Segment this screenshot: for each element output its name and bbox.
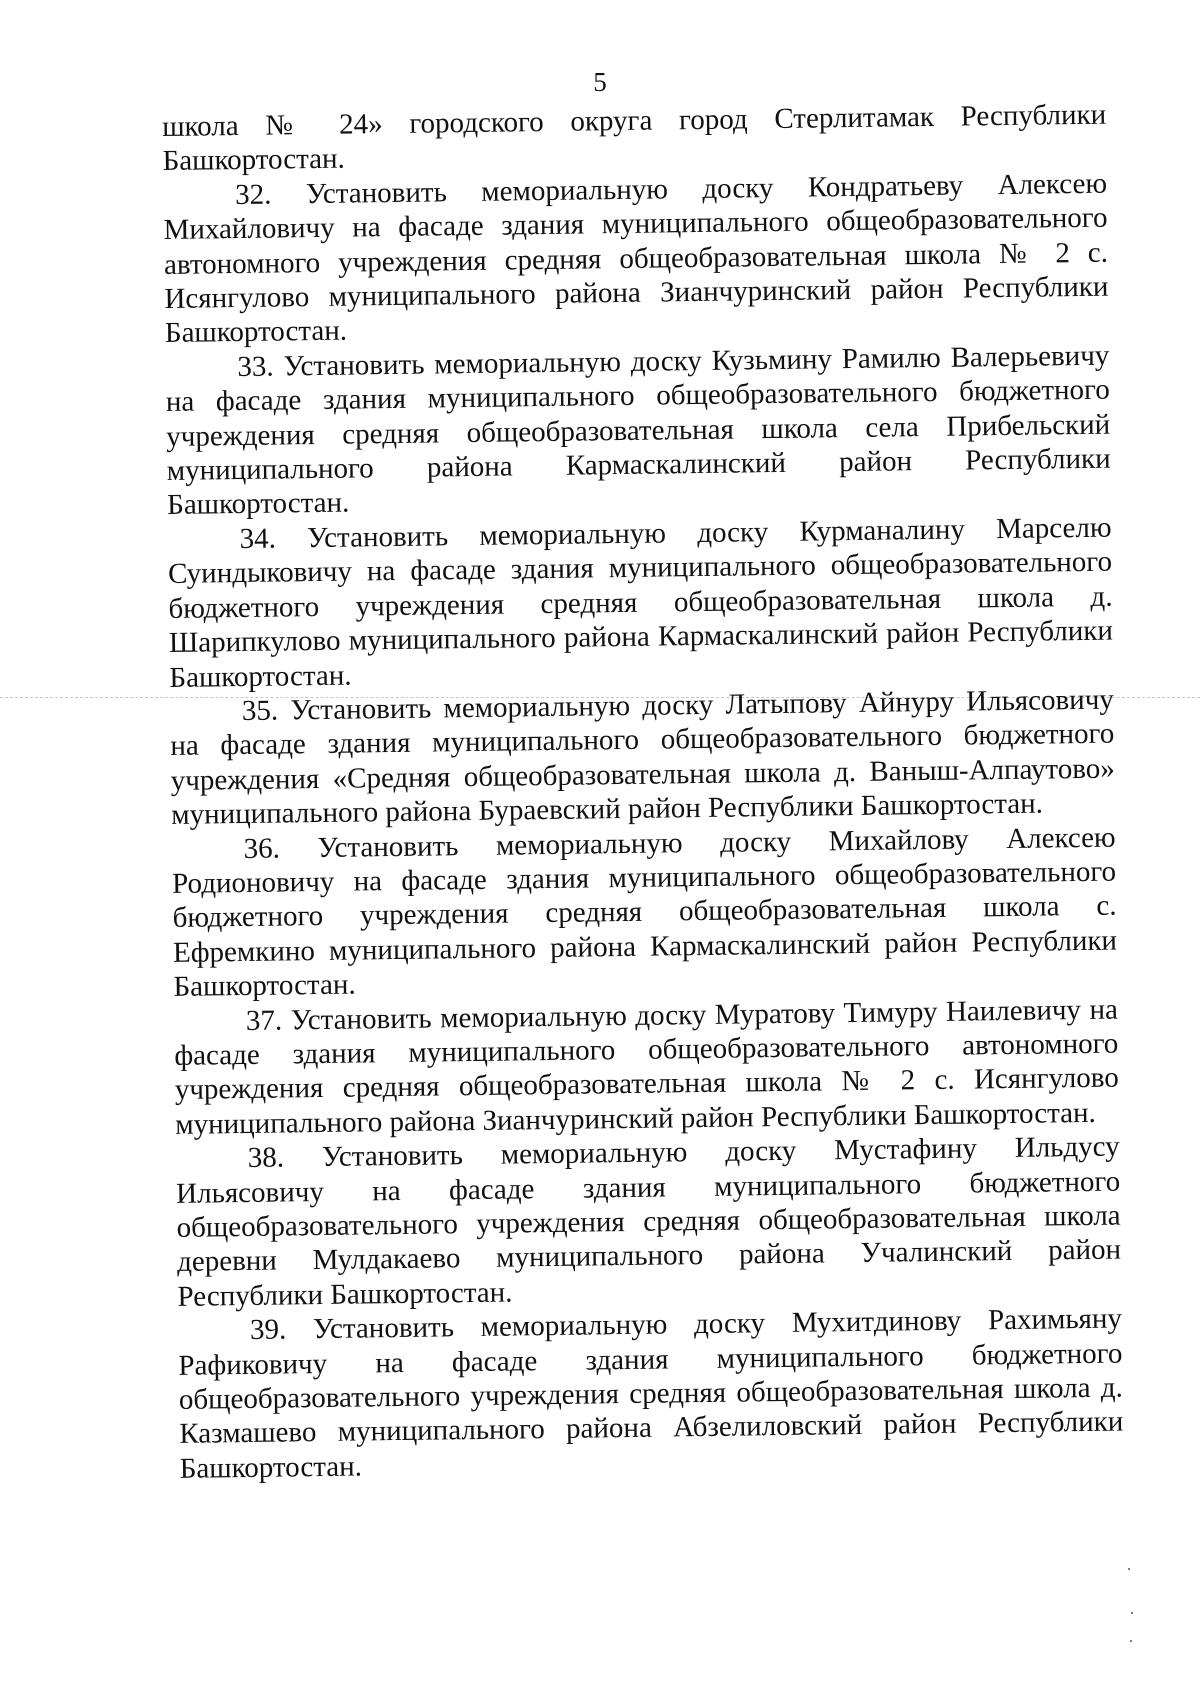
scan-speck bbox=[1128, 1568, 1130, 1570]
scan-speck bbox=[1130, 1640, 1132, 1642]
paragraph-item-33: 33. Установить мемориальную доску Кузьмину Рамилю Валерьевичу на фасаде здания муниципального общеобразовательного бюджетного учреждения средняя общеобразовательная школа села Прибельский муниципального района Кармаскалинский район Республики Башкортостан. bbox=[165, 339, 1111, 522]
paragraph-item-35: 35. Установить мемориальную доску Латыпову Айнуру Ильясовичу на фасаде здания муниципального общеобразовательного бюджетного учреждения «Средняя общеобразовательная школа д. Ваныш-Алпаутово» муниципального района Бураевский район Республики Башкортостан. bbox=[170, 683, 1115, 832]
paragraph-item-39: 39. Установить мемориальную доску Мухитдинову Рахимьяну Рафиковичу на фасаде здания муниципального бюджетного общеобразовательного учреждения средняя общеобразовательная школа д. Казмашево муниципального района Абзелиловский район Республики Башкортостан. bbox=[178, 1302, 1124, 1485]
page-number: 5 bbox=[593, 67, 607, 97]
paragraph-item-37: 37. Установить мемориальную доску Муратову Тимуру Наилевичу на фасаде здания муниципального общеобразовательного автономного учреждения средняя общеобразовательная школа № 2 с. Исянгулово муниципального района Зианчуринский район Республики Башкортостан. bbox=[174, 993, 1119, 1141]
document-body bbox=[162, 98, 1124, 1486]
scan-speck bbox=[1131, 1612, 1133, 1614]
paragraph-continuation: школа № 24» городского округа город Стерлитамак Республики Башкортостан. bbox=[162, 98, 1107, 178]
paragraph-item-36: 36. Установить мемориальную доску Михайлову Алексею Родионовичу на фасаде здания муниципального общеобразовательного бюджетного учреждения средняя общеобразовательная школа с. Ефремкино муниципального района Кармаскалинский район Республики Башкортостан. bbox=[171, 821, 1118, 1004]
paragraph-item-32: 32. Установить мемориальную доску Кондратьеву Алексею Михайловичу на фасаде здания муниципального общеобразовательного автономного учреждения средняя общеобразовательная школа № 2 с. Исянгулово муниципального района Зианчуринский район Республики Башкортостан. bbox=[163, 167, 1109, 350]
paragraph-item-38: 38. Установить мемориальную доску Мустафину Ильдусу Ильясовичу на фасаде здания муниципального бюджетного общеобразовательного учреждения средняя общеобразовательная школа деревни Мулдакаево муниципального района Учалинский район Республики Башкортостан. bbox=[175, 1130, 1122, 1313]
paragraph-item-34: 34. Установить мемориальную доску Курманалину Марселю Суиндыковичу на фасаде здания муниципального общеобразовательного бюджетного учреждения средняя общеобразовательная школа д. Шарипкулово муниципального района Кармаскалинский район Республики Башкортостан. bbox=[167, 511, 1114, 694]
